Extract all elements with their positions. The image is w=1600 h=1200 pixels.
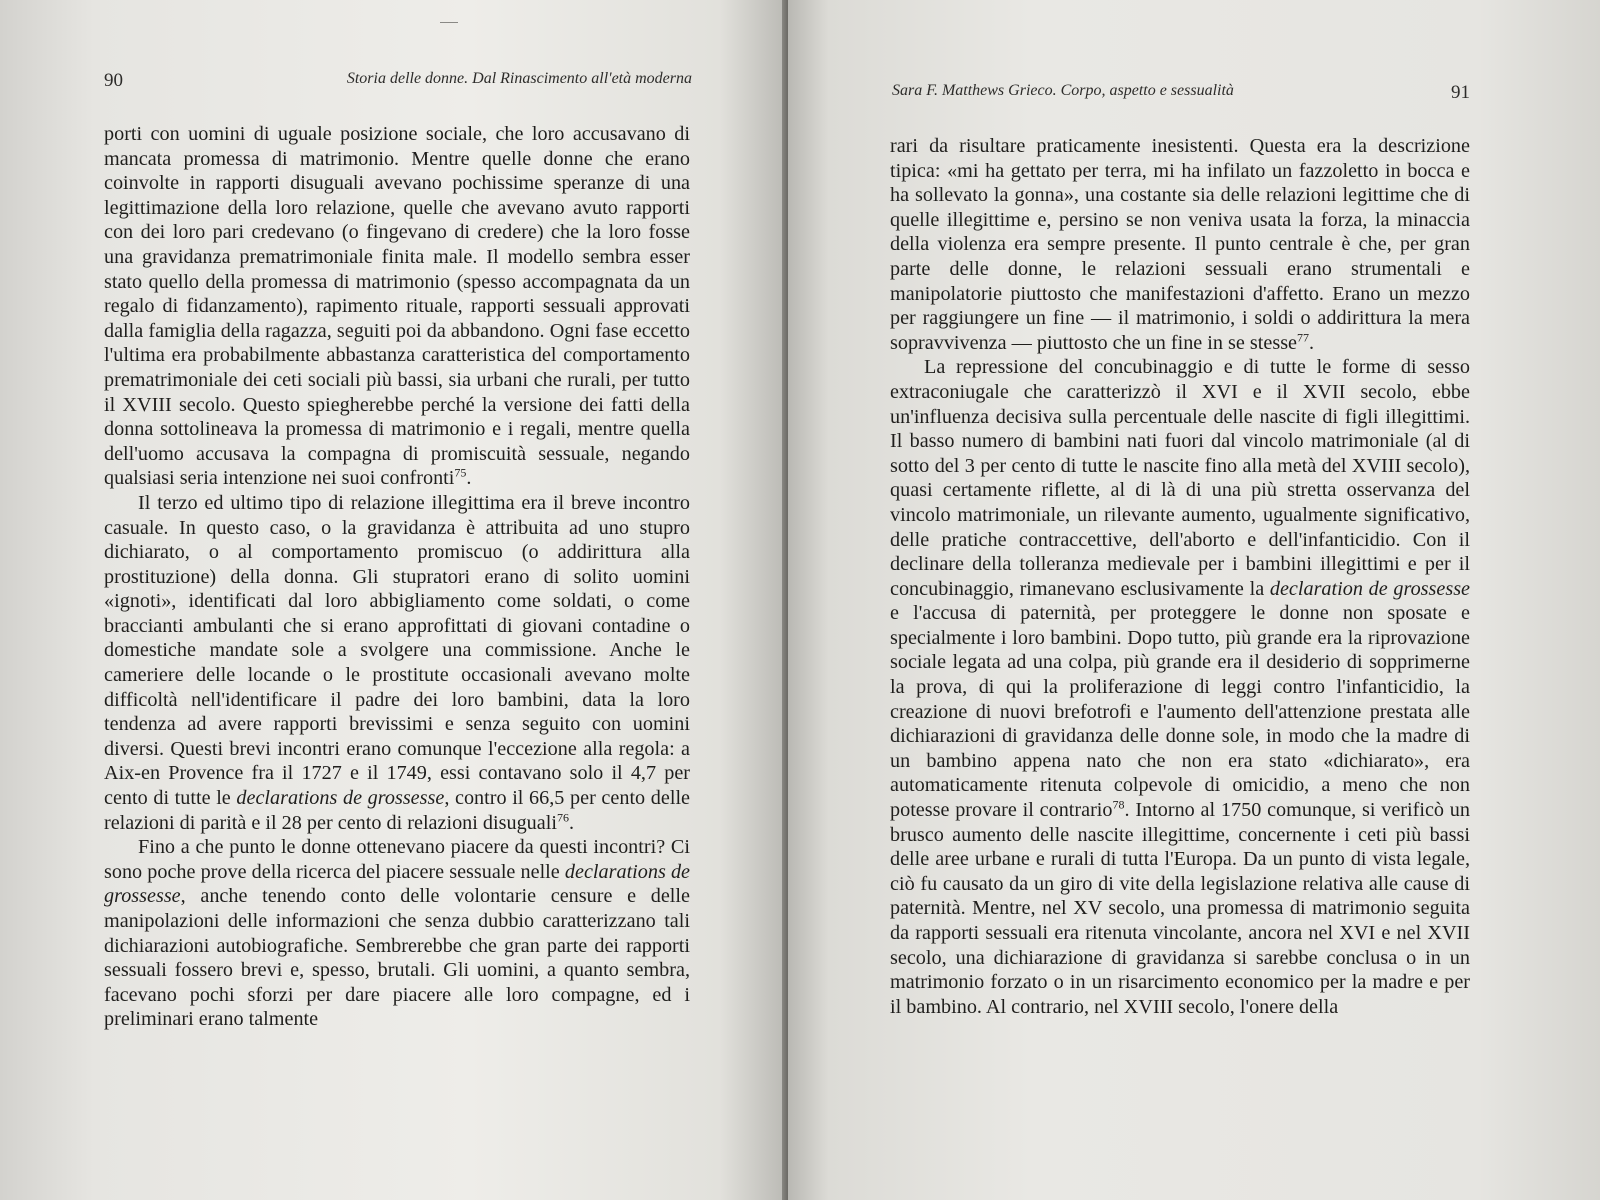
page-number: 91 — [1451, 82, 1470, 103]
right-body-text — [890, 134, 1470, 1019]
left-body-text — [104, 122, 690, 1032]
paragraph: rari da risultare praticamente inesistenti. Questa era la descrizione tipica: «mi ha gettato per terra, mi ha infilato un fazzoletto in bocca e ha sollevato la gonna», una costante sia delle relazioni legittime che di quelle illegittime e, persino se non veniva usata la forza, la minaccia della violenza era sempre presente. Il punto centrale è che, per gran parte delle donne, le relazioni sessuali erano strumentali e manipolatorie piuttosto che manifestazioni d'affetto. Erano un mezzo per raggiungere un fine — il matrimonio, i soldi o addirittura la mera sopravvivenza — piuttosto che un fine in se stesse$^{77}$. — [890, 135, 1470, 354]
footnote-ref: 75 — [454, 465, 467, 480]
paragraph: Fino a che punto le donne ottenevano piacere da questi incontri? Ci sono poche prove della ricerca del piacere sessuale nelle declarations de grossesse, anche tenendo conto delle volontarie censure e delle manipolazioni delle informazioni che senza dubbio caratterizzano tali dichiarazioni autobiografiche. Sembrerebbe che gran parte dei rapporti sessuali fossero brevi e, spesso, brutali. Gli uomini, a quanto sembra, facevano pochi sforzi per dare piacere alle loro compagne, ed i preliminari erano talmente — [104, 836, 691, 1031]
paragraph: La repressione del concubinaggio e di tutte le forme di sesso extraconiugale che caratterizzò il XVI e il XVII secolo, ebbe un'influenza decisiva sulla percentuale delle nascite di figli illegittimi. Il basso numero di bambini nati fuori dal vincolo matrimoniale (al di sotto del 3 per cento di tutte le nascite fino alla metà del XVIII secolo), quasi certamente riflette, al di là di una più stretta osservanza del vincolo matrimoniale, un rilevante aumento, ugualmente significativo, delle pratiche contraccettive, dell'aborto e dell'infanticidio. Con il declinare della tolleranza medievale per i bambini illegittimi e per il concubinaggio, rimanevano esclusivamente la declaration de grossesse e l'accusa di paternità, per proteggere le donne non sposate e specialmente i loro bambini. Dopo tutto, più grande era la riprovazione sociale legata ad una colpa, più grande era il desiderio di sopprimerne la prova, di qui la proliferazione di leggi contro l'infanticidio, la creazione di nuovi brefotrofi e l'aumento dell'attenzione prestata alle dichiarazioni di gravidanza delle donne sole, in modo che la madre di un bambino appena nato che non era stato «dichiarato», era automaticamente ritenuta colpevole di omicidio, a meno che non potesse provare il contrario$^{78}$. Intorno al 1750 comunque, si verificò un brusco aumento delle nascite illegittime, concernente i ceti più bassi delle aree urbane e rurali di tutta l'Europa. Da un punto di vista legale, ciò fu causato da un giro di vite della legislazione relativa alle cause di paternità. Mentre, nel XV secolo, una promessa di matrimonio seguita da rapporti sessuali era ritenuta vincolante, ancora nel XVI e nel XVII secolo, una dichiarazione di gravidanza si sarebbe conclusa o in un matrimonio forzato o in un risarcimento economico per la madre e per il bambino. Al contrario, nel XVIII secolo, l'onere della — [890, 356, 1471, 1018]
left-running-head — [104, 70, 692, 100]
page-mark — [440, 22, 458, 23]
running-title: Storia delle donne. Dal Rinascimento all'età moderna — [346, 70, 692, 87]
paragraph: porti con uomini di uguale posizione sociale, che loro accusavano di mancata promessa di matrimonio. Mentre quelle donne che erano coinvolte in rapporti disuguali avevano pochissime speranze di una legittimazione della loro relazione, quelle che avevano avuto rapporti con dei loro pari credevano (o fingevano di credere) che la loro fosse una gravidanza prematrimoniale finita male. Il modello sembra esser stato quello della promessa di matrimonio (spesso accompagnata da un regalo di fidanzamento), rapimento rituale, rapporti sessuali approvati dalla famiglia della ragazza, seguiti poi da abbandono. Ogni fase eccetto l'ultima era probabilmente abbastanza caratteristica del comportamento prematrimoniale dei ceti sociali più bassi, sia urbani che rurali, per tutto il XVIII secolo. Questo spiegherebbe perché la versione dei fatti della donna sottolineava la promessa di matrimonio e i regali, mentre quella dell'uomo accusava la compagna di promiscuità sessuale, negando qualsiasi seria intenzione nei suoi confronti$^{75}$. — [104, 123, 690, 490]
footnote-ref: 78 — [1112, 797, 1125, 812]
page-number: 90 — [104, 70, 123, 91]
paragraph: Il terzo ed ultimo tipo di relazione illegittima era il breve incontro casuale. In questo caso, o la gravidanza è attribuita ad uno stupro dichiarato, o al comportamento promiscuo (o addirittura alla prostituzione) della donna. Gli stupratori erano di solito uomini «ignoti», identificati dal loro abbigliamento come soldati, o come braccianti ambulanti che si erano approfittati di giovani contadine o domestiche mandate sole a svolgere una commissione. Anche le cameriere delle locande o le prostitute occasionali avevano molte difficoltà nell'identificare il padre dei loro bambini, data la loro tendenza ad avere rapporti brevissimi e senza seguito con uomini diversi. Questi brevi incontri erano comunque l'eccezione alla regola: a Aix-en Provence fra il 1727 e il 1749, essi contavano solo il 4,7 per cento di tutte le declarations de grossesse, contro il 66,5 per cento delle relazioni di parità e il 28 per cento di relazioni disuguali$^{76}$. — [104, 491, 691, 834]
footnote-ref: 76 — [556, 809, 569, 824]
right-running-head — [892, 82, 1470, 112]
left-page — [0, 0, 782, 1200]
right-page — [788, 0, 1600, 1200]
footnote-ref: 77 — [1297, 330, 1310, 345]
running-title: Sara F. Matthews Grieco. Corpo, aspetto e sessualità — [892, 82, 1234, 99]
